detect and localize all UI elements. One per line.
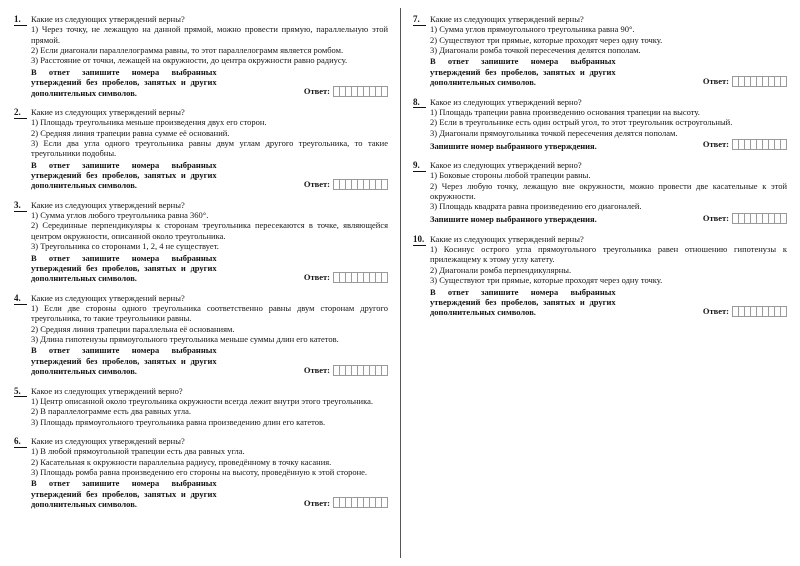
column-right xyxy=(413,14,787,327)
question-title: Какие из следующих утверждений верны? xyxy=(31,199,185,210)
question-number: 5. xyxy=(14,386,27,398)
statement: 1) Сумма углов любого треугольника равна 360°. xyxy=(31,210,209,221)
question-title: Какое из следующих утверждений верно? xyxy=(31,385,183,396)
statement: 1) Через точку, не лежащую на данной прямой, можно провести прямую, параллельную этой прямой. xyxy=(31,24,388,45)
question-title: Какие из следующих утверждений верны? xyxy=(31,14,185,24)
statement: 2) Серединные перпендикуляры к сторонам треугольника пересекаются в точке, являющейся центром окружности, описанной около треугольника. xyxy=(31,220,388,241)
question-title: Какие из следующих утверждений верны? xyxy=(430,14,584,24)
answer-instruction: В ответ запишите номера выбранных утверждений без пробелов, запятых и других дополнительных символов. xyxy=(31,252,217,284)
answer-row xyxy=(31,160,388,191)
answer-cell[interactable] xyxy=(780,139,787,150)
answer-row xyxy=(430,287,787,318)
answer-row xyxy=(430,213,787,225)
column-divider xyxy=(400,8,401,558)
answer-row xyxy=(31,478,388,509)
answer-instruction: Запишите номер выбранного утверждения. xyxy=(430,214,597,225)
answer-boxes[interactable] xyxy=(333,86,388,97)
answer-boxes[interactable] xyxy=(333,272,388,283)
statement: 3) Расстояние от точки, лежащей на окружности, до центра окружности равно радиусу. xyxy=(31,55,348,66)
answer-area xyxy=(304,272,388,284)
answer-label: Ответ: xyxy=(702,139,729,150)
question-8 xyxy=(413,97,787,151)
statement: 1) Косинус острого угла прямоугольного треугольника равен отношению гипотенузы к прилежащему к этому углу катету. xyxy=(430,244,787,265)
answer-instruction: В ответ запишите номера выбранных утверждений без пробелов, запятых и других дополнительных символов. xyxy=(430,286,616,318)
answer-instruction: В ответ запишите номера выбранных утверждений без пробелов, запятых и других дополнительных символов. xyxy=(430,56,616,88)
answer-cell[interactable] xyxy=(381,272,388,283)
answer-row xyxy=(31,345,388,376)
answer-area xyxy=(304,179,388,191)
question-title: Какие из следующих утверждений верны? xyxy=(31,292,185,303)
answer-area xyxy=(304,365,388,377)
statement: 2) Средняя линия трапеции параллельна её основаниям. xyxy=(31,323,235,334)
answer-label: Ответ: xyxy=(303,86,330,97)
statement: 1) Если две стороны одного треугольника соответственно равны двум сторонам другого треугольника, то такие треугольники равны. xyxy=(31,302,388,324)
statement: 3) Если два угла одного треугольника равны двум углам другого треугольника, то такие треугольники подобны. xyxy=(31,137,388,159)
question-title: Какое из следующих утверждений верно? xyxy=(430,96,582,107)
answer-cell[interactable] xyxy=(381,497,388,508)
statement: 1) Площадь треугольника меньше произведения двух его сторон. xyxy=(31,117,267,128)
question-5 xyxy=(14,386,388,427)
question-1 xyxy=(14,14,388,98)
answer-instruction: Запишите номер выбранного утверждения. xyxy=(430,140,597,151)
answer-cell[interactable] xyxy=(381,86,388,97)
answer-area xyxy=(703,139,787,151)
column-left xyxy=(14,14,388,518)
statement: 3) Площадь квадрата равна произведению его диагоналей. xyxy=(430,201,642,212)
answer-boxes[interactable] xyxy=(333,179,388,190)
statement: 1) Площадь трапеции равна произведению основания трапеции на высоту. xyxy=(430,106,700,117)
answer-row xyxy=(31,253,388,284)
statement: 3) Длина гипотенузы прямоугольного треугольника меньше суммы длин его катетов. xyxy=(31,334,339,345)
statement: 3) Треугольника со сторонами 1, 2, 4 не существует. xyxy=(31,241,219,252)
answer-instruction: В ответ запишите номера выбранных утверждений без пробелов, запятых и других дополнительных символов. xyxy=(31,345,217,377)
answer-row xyxy=(31,67,388,98)
statement: 2) Существуют три прямые, которые проходят через одну точку. xyxy=(430,34,663,45)
question-10 xyxy=(413,234,787,318)
question-6 xyxy=(14,436,388,510)
question-4 xyxy=(14,293,388,377)
question-2 xyxy=(14,107,388,191)
question-number: 7. xyxy=(413,14,426,26)
answer-cell[interactable] xyxy=(780,213,787,224)
question-number: 9. xyxy=(413,160,426,172)
answer-label: Ответ: xyxy=(303,271,330,282)
answer-boxes[interactable] xyxy=(333,497,388,508)
question-number: 2. xyxy=(14,107,27,119)
answer-label: Ответ: xyxy=(303,364,330,375)
question-number: 4. xyxy=(14,293,27,305)
statement: 3) Диагонали прямоугольника точкой пересечения делятся пополам. xyxy=(430,127,678,138)
question-title: Какие из следующих утверждений верны? xyxy=(31,435,185,446)
statement: 1) Сумма углов прямоугольного треугольника равна 90°. xyxy=(430,24,635,35)
answer-label: Ответ: xyxy=(303,179,330,190)
statement: 1) В любой прямоугольной трапеции есть два равных угла. xyxy=(31,446,245,457)
answer-area xyxy=(703,76,787,88)
question-title: Какие из следующих утверждений верны? xyxy=(31,106,185,117)
answer-area xyxy=(304,86,388,98)
answer-cell[interactable] xyxy=(381,179,388,190)
statement: 2) Средняя линия трапеции равна сумме её оснований. xyxy=(31,127,230,138)
answer-boxes[interactable] xyxy=(732,76,787,87)
statement: 2) Диагонали ромба перпендикулярны. xyxy=(430,264,572,275)
question-title: Какие из следующих утверждений верны? xyxy=(430,233,584,244)
answer-boxes[interactable] xyxy=(732,213,787,224)
answer-cell[interactable] xyxy=(381,365,388,376)
question-number: 8. xyxy=(413,97,426,109)
answer-cell[interactable] xyxy=(780,76,787,87)
statement: 1) Центр описанной около треугольника окружности всегда лежит внутри этого треугольника. xyxy=(31,395,373,406)
statement: 2) Касательная к окружности параллельна радиусу, проведённому в точку касания. xyxy=(31,456,332,467)
question-number: 10. xyxy=(413,233,425,244)
question-7 xyxy=(413,14,787,88)
answer-label: Ответ: xyxy=(702,75,729,86)
question-3 xyxy=(14,200,388,284)
answer-instruction: В ответ запишите номера выбранных утверждений без пробелов, запятых и других дополнительных символов. xyxy=(31,478,217,510)
answer-area xyxy=(703,213,787,225)
answer-label: Ответ: xyxy=(303,497,330,508)
statement: 2) Если диагонали параллелограмма равны, то этот параллелограмм является ромбом. xyxy=(31,45,344,56)
question-number: 3. xyxy=(14,200,27,212)
answer-instruction: В ответ запишите номера выбранных утверждений без пробелов, запятых и других дополнительных символов. xyxy=(31,159,217,191)
statement: 2) Если в треугольнике есть один острый угол, то этот треугольник остроугольный. xyxy=(430,117,733,128)
statement: 3) Диагонали ромба точкой пересечения делятся пополам. xyxy=(430,45,641,56)
statement: 3) Площадь ромба равна произведению его стороны на высоту, проведённую к этой стороне. xyxy=(31,467,368,478)
answer-instruction: В ответ запишите номера выбранных утверждений без пробелов, запятых и других дополнительных символов. xyxy=(31,66,217,98)
answer-boxes[interactable] xyxy=(732,306,787,317)
question-title: Какое из следующих утверждений верно? xyxy=(430,159,582,170)
statement: 2) В параллелограмме есть два равных угла. xyxy=(31,406,192,417)
statement: 1) Боковые стороны любой трапеции равны. xyxy=(430,170,591,181)
answer-label: Ответ: xyxy=(702,213,729,224)
answer-area xyxy=(304,497,388,509)
statement: 3) Площадь прямоугольного треугольника равна произведению длин его катетов. xyxy=(31,416,326,427)
answer-label: Ответ: xyxy=(702,305,729,316)
answer-boxes[interactable] xyxy=(333,365,388,376)
question-number: 1. xyxy=(14,14,27,26)
answer-cell[interactable] xyxy=(780,306,787,317)
statement: 3) Существуют три прямые, которые проходят через одну точку. xyxy=(430,275,663,286)
answer-row xyxy=(430,139,787,151)
question-number: 6. xyxy=(14,436,27,448)
answer-row xyxy=(430,56,787,87)
statement: 2) Через любую точку, лежащую вне окружности, можно провести две касательные к этой окружности. xyxy=(430,180,787,202)
answer-boxes[interactable] xyxy=(732,139,787,150)
question-9 xyxy=(413,160,787,225)
answer-area xyxy=(703,306,787,318)
